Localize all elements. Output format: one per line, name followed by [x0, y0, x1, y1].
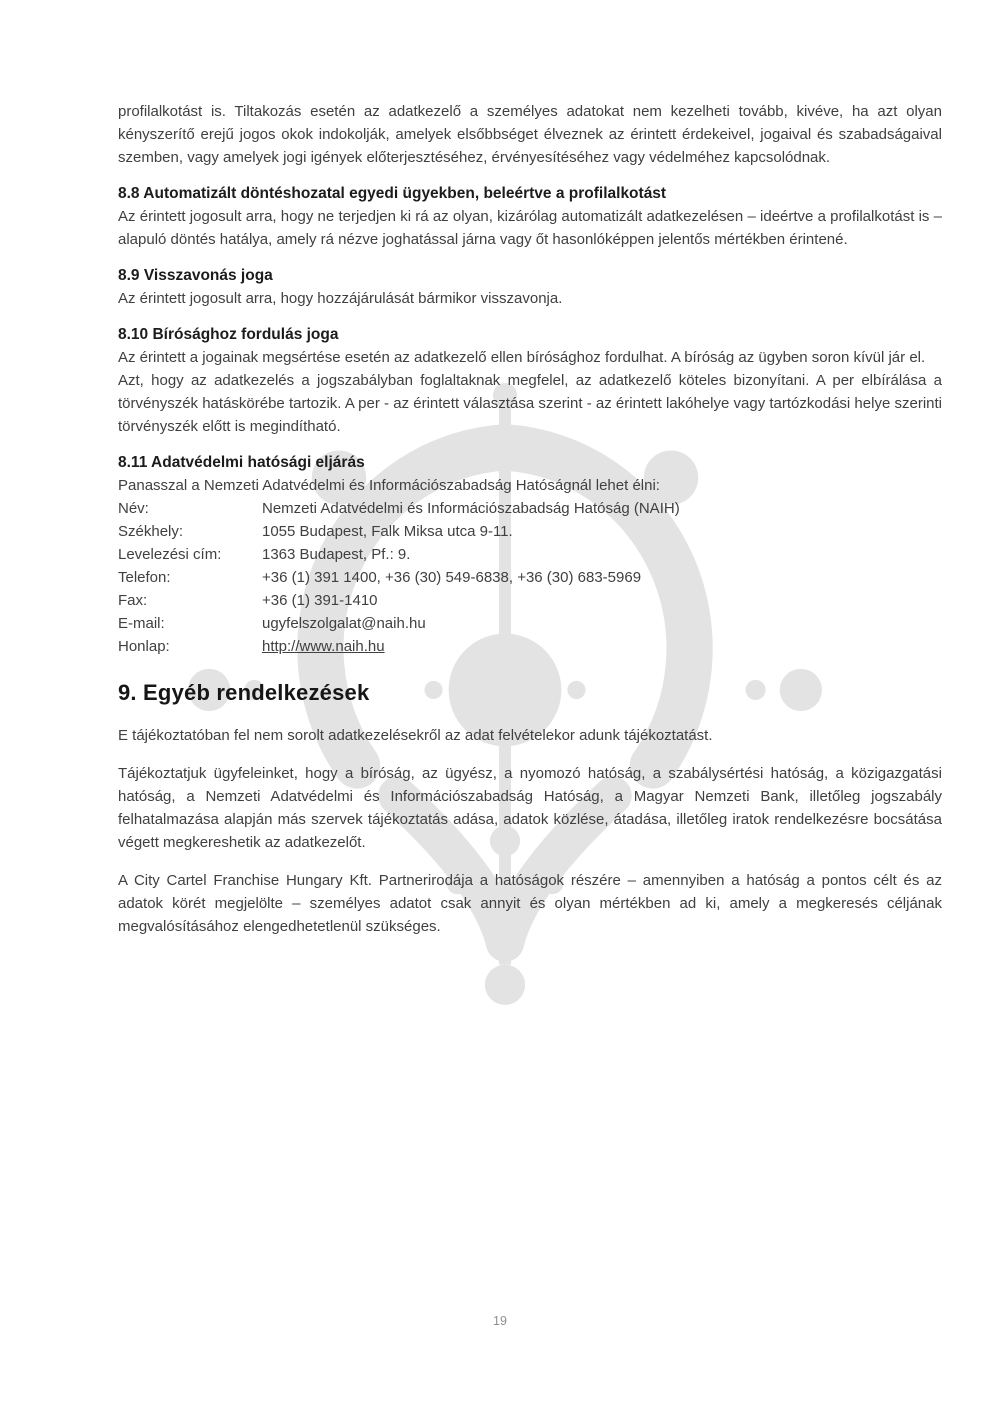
section-8-10-body-2: Azt, hogy az adatkezelés a jogszabályban foglaltaknak megfelel, az adatkezelő köteles bizonyítani. A per elbírálása a törvényszék hatáskörébe tartozik. A per - az érintett választása szerint - az érintett lakóhelye vagy tartózkodási helye szerinti törvényszék előtt is megindítható. [118, 372, 942, 435]
contact-value: +36 (1) 391-1410 [262, 592, 378, 609]
contact-label: Fax: [118, 592, 148, 609]
section-8-11-heading: 8.11 Adatvédelmi hatósági eljárás [118, 454, 365, 471]
section-8-8-heading: 8.8 Automatizált döntéshozatal egyedi ügyekben, beleértve a profilalkotást [118, 185, 667, 202]
contact-value: ugyfelszolgalat@naih.hu [262, 615, 426, 632]
section-9-paragraph-3: A City Cartel Franchise Hungary Kft. Partnerirodája a hatóságok részére – amennyiben a hatóság a pontos célt és az adatok körét megjelölte – személyes adatot csak annyit és olyan mértékben ad ki, amely a megkeresés céljának megvalósításához elengedhetetlenül szükséges. [118, 872, 942, 935]
contact-row-address [118, 520, 942, 543]
contact-label: E-mail: [118, 615, 165, 632]
page-number: 19 [493, 1314, 507, 1328]
intro-paragraph: profilalkotást is. Tiltakozás esetén az adatkezelő a személyes adatokat nem kezelheti tovább, kivéve, ha azt olyan kényszerítő erejű jogos okok indokolják, amelyek elsőbbséget élveznek az érintett érdekeivel, jogaival és szabadságaival szemben, vagy amelyek jogi igények előterjesztéséhez, érvényesítéséhez vagy védelméhez kapcsolódnak. [118, 103, 942, 166]
contact-row-website [118, 635, 942, 658]
section-8-10-body-1: Az érintett a jogainak megsértése esetén az adatkezelő ellen bírósághoz fordulhat. A bíróság az ügyben soron kívül jár el. [118, 349, 926, 366]
section-9-paragraph-1: E tájékoztatóban fel nem sorolt adatkezelésekről az adat felvételekor adunk tájékoztatást. [118, 727, 713, 744]
contact-label: Honlap: [118, 638, 170, 655]
contact-label: Név: [118, 500, 149, 517]
contact-row-phone [118, 566, 942, 589]
contact-value: Nemzeti Adatvédelmi és Információszabadság Hatóság (NAIH) [262, 500, 680, 517]
contact-row-email [118, 612, 942, 635]
contact-row-mailing-address [118, 543, 942, 566]
section-8-8-body: Az érintett jogosult arra, hogy ne terjedjen ki rá az olyan, kizárólag automatizált adatkezelésen – ideértve a profilalkotást is – alapuló döntés hatálya, amely rá nézve joghatással járna vagy őt hasonlóképpen jelentős mértékben érintené. [118, 208, 942, 248]
contact-row-name [118, 497, 942, 520]
contact-label: Székhely: [118, 523, 184, 540]
section-9-paragraph-2: Tájékoztatjuk ügyfeleinket, hogy a bíróság, az ügyész, a nyomozó hatóság, a szabálysértési hatóság, a közigazgatási hatóság, a Nemzeti Adatvédelmi és Információszabadság Hatóság, a Magyar Nemzeti Bank, illetőleg jogszabály felhatalmazása alapján más szervek tájékoztatás adása, adatok közlése, átadása, illetőleg iratok rendelkezésre bocsátása végett megkereshetik az adatkezelőt. [118, 765, 942, 851]
document-body [118, 100, 942, 938]
naih-website-link[interactable]: http://www.naih.hu [262, 638, 385, 655]
contact-row-fax [118, 589, 942, 612]
contact-value: 1363 Budapest, Pf.: 9. [262, 546, 411, 563]
section-8-9-heading: 8.9 Visszavonás joga [118, 267, 273, 284]
contact-value: +36 (1) 391 1400, +36 (30) 549-6838, +36 (30) 683-5969 [262, 569, 642, 586]
contact-label: Levelezési cím: [118, 546, 222, 563]
authority-intro: Panasszal a Nemzeti Adatvédelmi és Információszabadság Hatóságnál lehet élni: [118, 477, 660, 494]
section-8-9-body: Az érintett jogosult arra, hogy hozzájárulását bármikor visszavonja. [118, 290, 563, 307]
contact-value: 1055 Budapest, Falk Miksa utca 9-11. [262, 523, 513, 540]
contact-label: Telefon: [118, 569, 171, 586]
section-8-10-heading: 8.10 Bírósághoz fordulás joga [118, 326, 339, 343]
section-9-heading: 9. Egyéb rendelkezések [118, 680, 370, 705]
